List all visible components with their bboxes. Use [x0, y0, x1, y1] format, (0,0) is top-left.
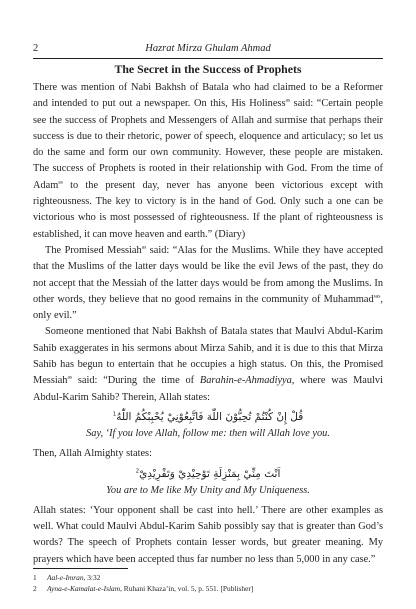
footnote: 2 Ayna-e-Kamalat-e-Islam, Ruhani Khaza’in, vol. 5, p. 551. [Publisher] [33, 584, 254, 593]
header-rule [33, 58, 383, 59]
verse-translation: Say, ‘If you love Allah, follow me: then will Allah love you. [86, 427, 330, 439]
verse-translation: You are to Me like My Unity and My Uniqueness. [106, 484, 310, 496]
body-text [33, 80, 383, 568]
paragraph: The Promised Messiah$^{as}$ said: “Alas for the Muslims. While they have accepted that the Muslims of the latter days would be like the evil Jews of the past, they do not accept that the Messiah of the latter days would be from among the Muslims. In other words, they believe that no good remains in the community of Muhammad$^{sas}$, only evil.” [33, 244, 383, 322]
footnote: 1 Aal-e-Imran, 3:32 [33, 573, 101, 582]
running-title: Hazrat Mirza Ghulam Ahmad [145, 43, 271, 54]
paragraph: Someone mentioned that Nabi Bakhsh of Batala states that Maulvi Abdul-Karim Sahib exaggerates in his sermons about Mirza Sahib, and it is due to this that Mirza Sahib has begun to entertain that he occupies a high status. On this, the Promised Messiah$^{as}$ said: “During the time of Barahin-e-Ahmadiyya, where was Maulvi Abdul-Karim Sahib? Therein, Allah states: [33, 326, 383, 403]
footnote-rule [33, 568, 128, 569]
paragraph: Then, Allah Almighty states: [33, 448, 152, 460]
paragraph: Allah states: ‘Your opponent shall be cast into hell.’ There are other examples as well. What could Maulvi Abdul-Karim Sahib possibly say that is greater than God’s words? The speech of Prophets contain lesser words, but greater meaning. My prayers which have been accepted thus far number no less than 5,000 in any case.” [33, 504, 383, 565]
page-header [33, 43, 383, 57]
page-number: 2 [33, 43, 39, 54]
footnotes [33, 572, 383, 594]
arabic-verse: اَنْتَ مِنِّيْ بِمَنْزِلَةِ تَوْحِيْدِيْ وَتَفْرِيْدِيْ$^2$ [135, 467, 281, 480]
section-title: The Secret in the Success of Prophets [114, 62, 302, 76]
paragraph: There was mention of Nabi Bakhsh of Batala who had claimed to be a Reformer and intended to put out a newspaper. On this, His Holiness$^{as}$ said: “Certain people see the success of Prophets and Messengers of Allah and surmise that perhaps their success is due to their rhetoric, power of speech, eloquence and articulacy; so let us do the same and form our own community. However, these people are mistaken. The success of Prophets is rooted in their relationship with God. From the time of Adam$^{as}$ to the present day, never has anyone been victorious except with righteousness. The key to victory is in the hand of God. Only such a one can be victorious who is most possessed of righteousness. If the plant of righteousness is established, it can move heaven and earth.” (Diary) [33, 82, 383, 240]
arabic-verse: قُلْ إِنْ كُنْتُمْ تُحِبُّوْنَ اللّٰهَ فَاتَّبِعُوْنِيْ يُحْبِبْكُمُ اللّٰهُ$^1$ [112, 410, 304, 423]
